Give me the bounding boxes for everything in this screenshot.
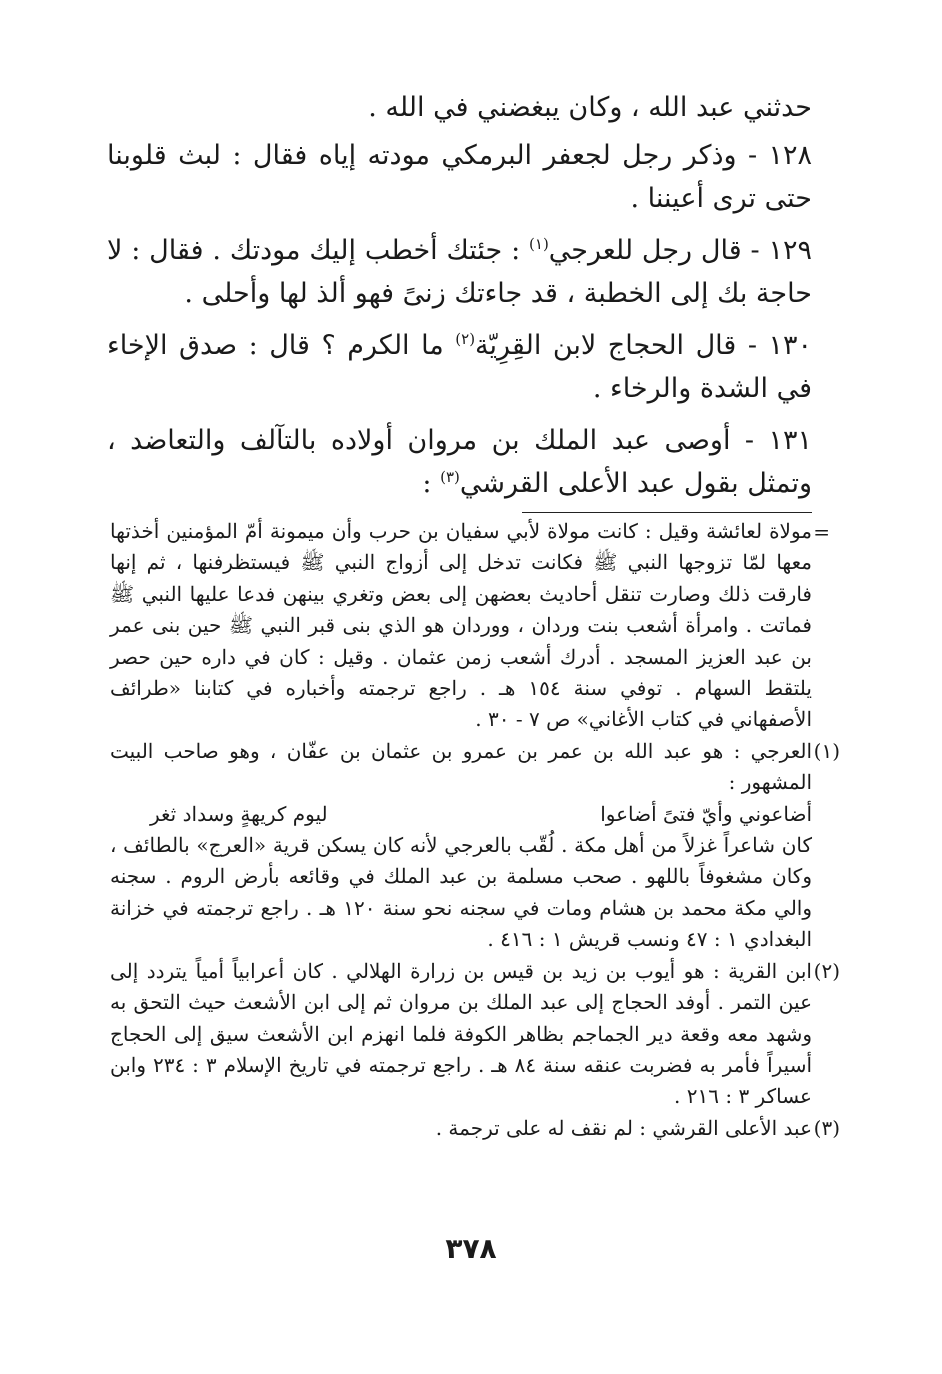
footnote-ref-3[interactable]: (٣) [440,468,460,486]
paragraph-intro: حدثني عبد الله ، وكان يبغضني في الله . [368,92,812,123]
footnote-3 [110,1113,840,1144]
paragraph-130: ١٣٠ - قال الحجاج لابن القِرِيّة$^{(٢)}$ ما الكرم ؟ قال : صدق الإخاء في الشدة والرخاء . [107,330,812,404]
paragraph-131: ١٣١ - أوصى عبد الملك بن مروان أولاده بالتآلف والتعاضد ، وتمثل بقول عبد الأعلى القرشي$^{(٣)}$ : [107,425,812,499]
verse-first-hemistich: أضاعوني وأيّ فتىً أضاعوا [600,801,812,826]
footnote-1 [110,736,840,956]
footnote-3-number: (٣) [813,1115,840,1140]
paragraph-128: ١٢٨ - وذكر رجل لجعفر البرمكي مودته إياه فقال : لبث قلوبنا حتى ترى أعيننا . [107,140,812,214]
footnotes [110,516,840,1144]
footnote-ref-1[interactable]: (١) [529,235,549,253]
footnote-1-text-cont: كان شاعراً غزلاً من أهل مكة . لُقّب بالعرجي لأنه كان يسكن قرية «العرج» بالطائف ، وكان مشغوفاً باللهو . صحب مسلمة بن عبد الملك في وقائعه بأرض الروم . سجنه والي مكة محمد بن هشام ومات في سجنه نحو سنة ١٢٠ هـ . راجع ترجمته في خزانة البغدادي ١ : ٤٧ ونسب قريش ١ : ٤١٦ . [110,833,813,952]
footnote-1-text: العرجي : هو عبد الله بن عمر بن عمرو بن عثمان بن عفّان ، وهو صاحب البيت المشهور : [110,738,812,795]
footnote-1-number: (١) [813,738,840,763]
footnote-2 [110,956,840,1113]
page-number: ٣٧٨ [445,1232,497,1265]
footnote-ref-2[interactable]: (٢) [455,330,476,348]
footnote-2-text: ابن القرية : هو أيوب بن زيد بن قيس بن زرارة الهلالي . كان أعرابياً أمياً يتردد إلى عين التمر . أوفد الحجاج إلى عبد الملك بن مروان ثم إلى ابن الأشعث حيث التحق به وشهد معه وقعة دير الجماجم بظاهر الكوفة فلما انهزم ابن الأشعث سيق إلى الحجاج أسيراً فأمر به فضربت عنقه سنة ٨٤ هـ . راجع ترجمته في تاريخ الإسلام ٣ : ٢٣٤ وابن عساكر ٣ : ٢١٦ . [110,958,813,1109]
footnote-3-text: عبد الأعلى القرشي : لم نقف له على ترجمة . [435,1115,812,1140]
footnote-continuation: مولاة لعائشة وقيل : كانت مولاة لأبي سفيان بن حرب وأن ميمونة أمّ المؤمنين أخذتها معها لمّا تزوجها النبي ﷺ فكانت تدخل إلى أزواج النبي ﷺ فيستظرفنها ، ثم إنها فارقت ذلك وصارت تنقل أحاديث بعضهن إلى بعض وتغري بينهن فدعا عليها النبي ﷺ فماتت . وامرأة أشعب بنت وردان ، ووردان هو الذي بنى قبر النبي ﷺ حين بنى عمر بن عبد العزيز المسجد . أدرك أشعب زمن عثمان . وقيل : كان في داره حين حصر يلتقط السهام . توفي سنة ١٥٤ هـ . راجع ترجمته وأخباره في كتابنا «طرائف الأصفهاني في كتاب الأغاني» ص ٧ - ٣٠ . [110,519,812,732]
footnote-1-verse [110,799,812,830]
footnote-divider [522,512,812,513]
continuation-mark: = [813,520,830,544]
paragraph-129: ١٢٩ - قال رجل للعرجي$^{(١)}$ : جئتك أخطب إليك مودتك . فقال : لا حاجة بك إلى الخطبة ، قد جاءتك زنىً فهو ألذ لها وأحلى . [107,235,812,309]
main-text [107,86,812,514]
verse-second-hemistich: ليوم كريهةٍ وسداد ثغر [150,801,328,826]
footnote-2-number: (٢) [813,958,840,983]
